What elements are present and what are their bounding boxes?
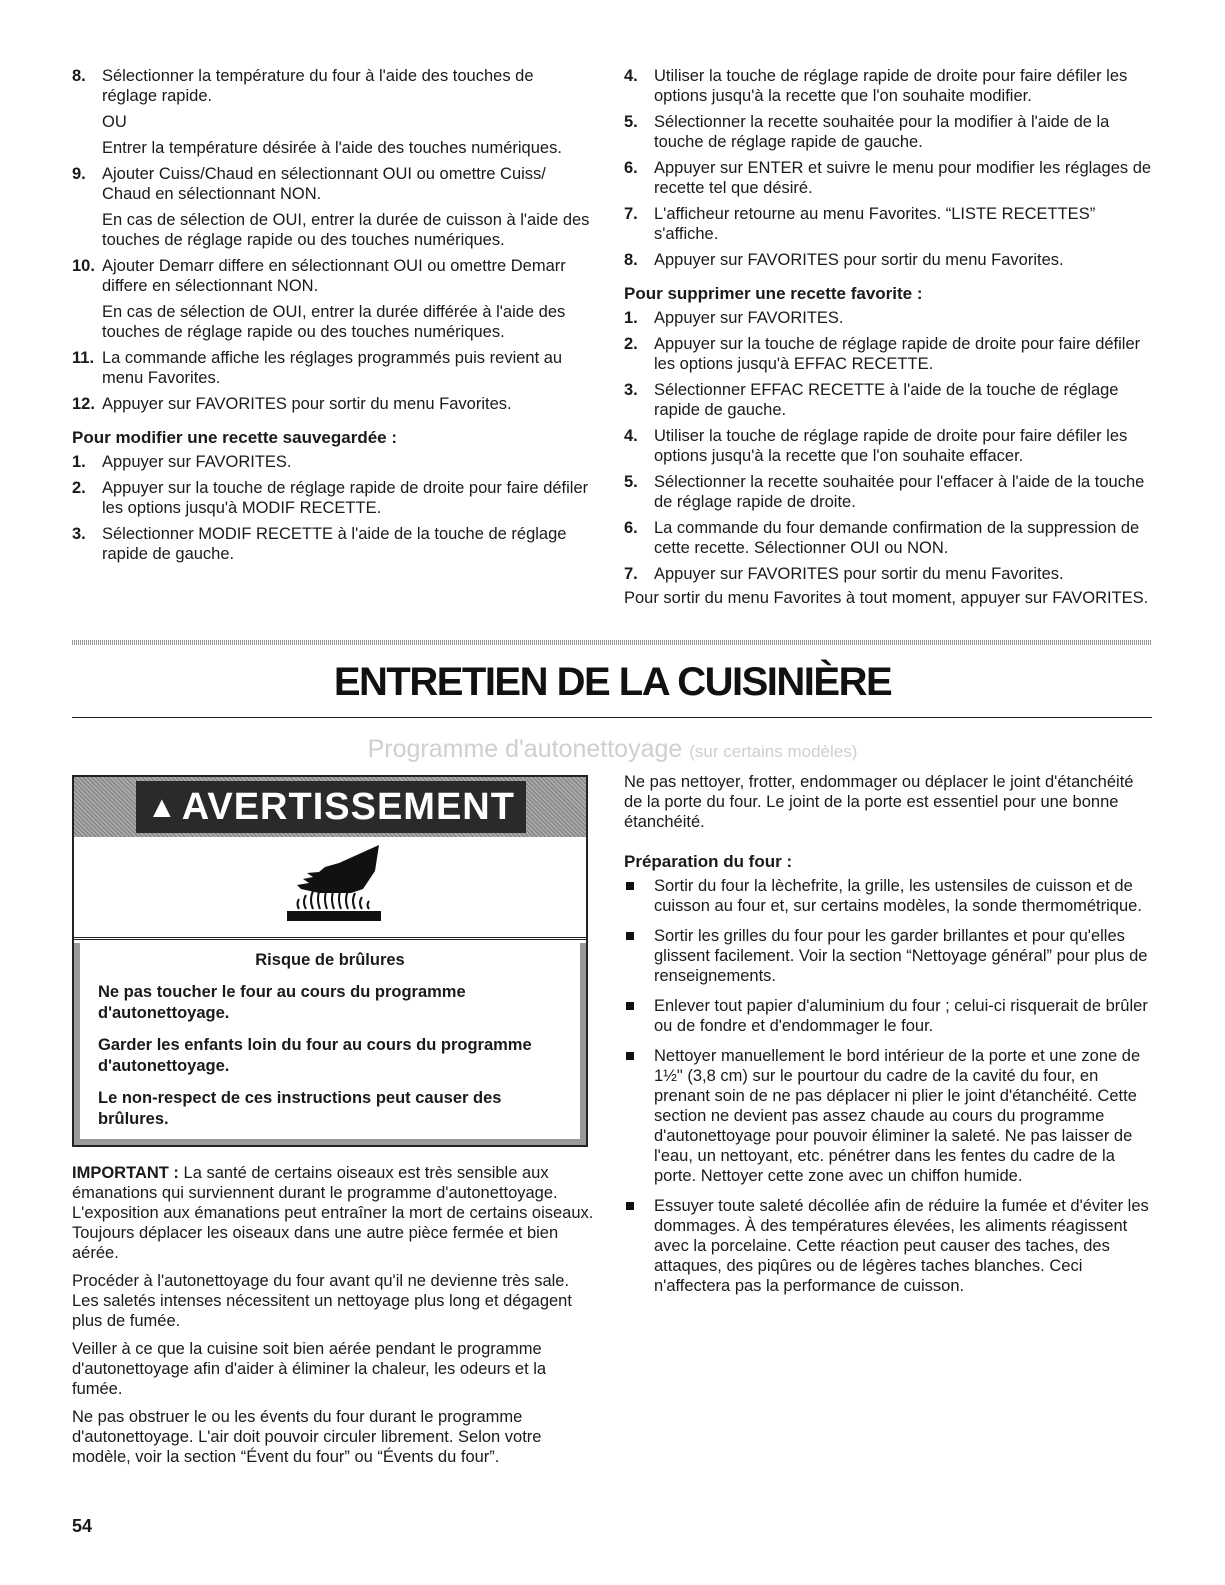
list-item — [624, 1196, 1152, 1296]
bullet-square-icon — [626, 1202, 634, 1210]
step-number: 4. — [624, 427, 638, 445]
step-text: Sélectionner la recette souhaitée pour la modifier à l'aide de la touche de réglage rapide de gauche. — [654, 113, 1110, 151]
list-item — [624, 380, 1152, 420]
step-number: 6. — [624, 159, 638, 177]
step-text: Appuyer sur FAVORITES pour sortir du menu Favorites. — [654, 251, 1064, 269]
paragraph: Ne pas obstruer le ou les évents du four durant le programme d'autonettoyage. L'air doit pouvoir circuler librement. Selon votre modèle, voir la section “Évent du four” ou “Évents du four”. — [72, 1408, 542, 1466]
list-item — [624, 1046, 1152, 1186]
modify-steps-continued-list — [624, 66, 1152, 270]
step-text: Sélectionner la recette souhaitée pour l'effacer à l'aide de la touche de réglage rapide de droite. — [654, 473, 1145, 511]
step-text: Utiliser la touche de réglage rapide de droite pour faire défiler les options jusqu'à la recette que l'on souhaite effacer. — [654, 427, 1128, 465]
bullet-square-icon — [626, 932, 634, 940]
section-subtitle — [0, 734, 1225, 767]
right-bottom-column — [624, 772, 1152, 1306]
title-rule — [72, 717, 1152, 718]
step-number: 2. — [72, 479, 86, 497]
important-label: IMPORTANT : — [72, 1164, 179, 1182]
list-item — [624, 250, 1152, 270]
modify-recipe-heading: Pour modifier une recette sauvegardée : — [72, 428, 397, 447]
warning-title: AVERTISSEMENT — [181, 786, 515, 828]
list-item — [72, 478, 592, 518]
step-text: Utiliser la touche de réglage rapide de droite pour faire défiler les options jusqu'à la recette que l'on souhaite modifier. — [654, 67, 1128, 105]
bullet-text: Sortir du four la lèchefrite, la grille, les ustensiles de cuisson et de cuisson au four et, sur certains modèles, la sonde thermométrique. — [654, 877, 1142, 915]
warning-header-label — [136, 781, 526, 833]
subtitle-main: Programme d'autonettoyage — [367, 735, 683, 763]
warning-line: Le non-respect de ces instructions peut causer des brûlures. — [98, 1089, 502, 1128]
step-text: La commande affiche les réglages programmés puis revient au menu Favorites. — [102, 349, 563, 387]
step-number: 1. — [72, 453, 86, 471]
warning-risk: Risque de brûlures — [255, 951, 405, 969]
list-item — [72, 452, 592, 472]
warning-line: Garder les enfants loin du four au cours du programme d'autonettoyage. — [98, 1036, 532, 1075]
list-item — [624, 204, 1152, 244]
step-number: 9. — [72, 165, 86, 183]
important-text: La santé de certains oiseaux est très sensible aux émanations qui surviennent durant le programme d'autonettoyage. L'exposition aux émanations peut entraîner la mort de certains oiseaux. Toujours déplacer les oiseaux dans une autre pièce fermée et bien aérée. — [72, 1164, 594, 1262]
step-number: 10. — [72, 257, 95, 275]
warning-body — [74, 943, 586, 1145]
step-text: Appuyer sur la touche de réglage rapide de droite pour faire défiler les options jusqu'à EFFAC RECETTE. — [654, 335, 1141, 373]
program-steps-list — [72, 66, 592, 414]
list-item — [72, 348, 592, 388]
step-text: Sélectionner MODIF RECETTE à l'aide de la touche de réglage rapide de gauche. — [102, 525, 567, 563]
step-text: La commande du four demande confirmation de la suppression de cette recette. Sélectionner OUI ou NON. — [654, 519, 1140, 557]
list-item — [72, 164, 592, 250]
list-item — [624, 876, 1152, 916]
step-number: 3. — [624, 381, 638, 399]
hatched-divider — [72, 640, 1152, 645]
bullet-text: Essuyer toute saleté décollée afin de réduire la fumée et d'éviter les dommages. À des températures élevées, les aliments réagissent avec la porcelaine. Cette réaction peut causer des taches, des attaques, des piqûres ou de légères taches blanches. Ceci n'affectera pas la performance de cuisson. — [654, 1197, 1149, 1295]
step-text: Appuyer sur FAVORITES. — [102, 453, 292, 471]
page-title: ENTRETIEN DE LA CUISINIÈRE — [333, 660, 892, 704]
preparation-heading: Préparation du four : — [624, 852, 793, 871]
warning-box — [72, 775, 588, 1147]
list-item — [624, 334, 1152, 374]
list-item — [624, 926, 1152, 986]
step-number: 5. — [624, 473, 638, 491]
step-text: Appuyer sur ENTER et suivre le menu pour modifier les réglages de recette tel que désiré. — [654, 159, 1152, 197]
step-number: 3. — [72, 525, 86, 543]
step-number: 5. — [624, 113, 638, 131]
bullet-square-icon — [626, 882, 634, 890]
subtitle-note: (sur certains modèles) — [689, 742, 858, 761]
list-item — [624, 996, 1152, 1036]
step-subtext: En cas de sélection de OUI, entrer la durée différée à l'aide des touches de réglage rapide ou des touches numériques. — [102, 303, 566, 341]
step-number: 12. — [72, 395, 95, 413]
modify-steps-list — [72, 452, 592, 564]
step-text: Appuyer sur la touche de réglage rapide de droite pour faire défiler les options jusqu'à MODIF RECETTE. — [102, 479, 589, 517]
list-item — [624, 308, 1152, 328]
bullet-text: Sortir les grilles du four pour les garder brillantes et pour qu'elles glissent facilement. Voir la section “Nettoyage général” pour plus de renseignements. — [654, 927, 1148, 985]
warning-header — [74, 777, 586, 837]
page-number: 54 — [72, 1516, 93, 1536]
step-number: 8. — [624, 251, 638, 269]
step-text: Appuyer sur FAVORITES. — [654, 309, 844, 327]
delete-steps-list — [624, 308, 1152, 584]
step-text: Sélectionner EFFAC RECETTE à l'aide de la touche de réglage rapide de gauche. — [654, 381, 1119, 419]
bullet-text: Enlever tout papier d'aluminium du four ; celui-ci risquerait de brûler ou de fondre et d'endommager le four. — [654, 997, 1148, 1035]
step-text: L'afficheur retourne au menu Favorites. “LISTE RECETTES” s'affiche. — [654, 205, 1096, 243]
step-text: Appuyer sur FAVORITES pour sortir du menu Favorites. — [654, 565, 1064, 583]
bullet-square-icon — [626, 1002, 634, 1010]
right-top-column — [624, 66, 1152, 616]
step-subtext: Entrer la température désirée à l'aide des touches numériques. — [102, 139, 562, 157]
list-item — [72, 66, 592, 158]
step-number: 8. — [72, 67, 86, 85]
paragraph: Procéder à l'autonettoyage du four avant qu'il ne devienne très sale. Les saletés intenses nécessitent un nettoyage plus long et dégagent plus de fumée. — [72, 1272, 572, 1330]
step-number: 11. — [72, 349, 95, 367]
left-top-column — [72, 66, 592, 570]
delete-recipe-heading: Pour supprimer une recette favorite : — [624, 284, 923, 303]
list-item — [624, 426, 1152, 466]
step-number: 7. — [624, 565, 638, 583]
paragraph: Veiller à ce que la cuisine soit bien aérée pendant le programme d'autonettoyage afin d'aider à éliminer la chaleur, les odeurs et la fumée. — [72, 1340, 547, 1398]
step-number: 1. — [624, 309, 638, 327]
step-number: 6. — [624, 519, 638, 537]
step-subtext: En cas de sélection de OUI, entrer la durée de cuisson à l'aide des touches de réglage rapide ou des touches numériques. — [102, 211, 590, 249]
exit-note: Pour sortir du menu Favorites à tout moment, appuyer sur FAVORITES. — [624, 589, 1149, 607]
important-note — [72, 1163, 596, 1263]
step-number: 7. — [624, 205, 638, 223]
list-item — [72, 524, 592, 564]
list-item — [72, 394, 592, 414]
list-item — [72, 256, 592, 342]
left-bottom-column — [72, 1163, 596, 1475]
list-item — [624, 158, 1152, 198]
step-text: Appuyer sur FAVORITES pour sortir du menu Favorites. — [102, 395, 512, 413]
list-item — [624, 564, 1152, 584]
step-text: Ajouter Cuiss/Chaud en sélectionnant OUI ou omettre Cuiss/ Chaud en sélectionnant NON. — [102, 165, 546, 203]
step-subtext: OU — [102, 113, 127, 131]
hot-surface-illustration — [74, 837, 586, 940]
hot-surface-hand-icon — [279, 841, 389, 933]
list-item — [624, 472, 1152, 512]
step-text: Sélectionner la température du four à l'aide des touches de réglage rapide. — [102, 67, 534, 105]
list-item — [624, 518, 1152, 558]
door-seal-note: Ne pas nettoyer, frotter, endommager ou déplacer le joint d'étanchéité de la porte du four. Le joint de la porte est essentiel pour une bonne étanchéité. — [624, 773, 1134, 831]
preparation-list — [624, 876, 1152, 1296]
list-item — [624, 66, 1152, 106]
step-number: 2. — [624, 335, 638, 353]
bullet-text: Nettoyer manuellement le bord intérieur de la porte et une zone de 1½" (3,8 cm) sur le pourtour du cadre de la cavité du four, en prenant soin de ne pas déplacer ni plier le joint d'étanchéité. Cette section ne devient pas assez chaude au cours du programme d'autonettoyage pour pouvoir éliminer la saleté. Ne pas laisser de l'eau, un nettoyant, etc. pénétrer dans les fentes du cadre de la porte. Nettoyer cette zone avec un chiffon humide. — [654, 1047, 1141, 1185]
bullet-square-icon — [626, 1052, 634, 1060]
list-item — [624, 112, 1152, 152]
warning-line: Ne pas toucher le four au cours du programme d'autonettoyage. — [98, 983, 466, 1022]
warning-triangle-icon: ▲ — [147, 791, 178, 824]
step-number: 4. — [624, 67, 638, 85]
step-text: Ajouter Demarr differe en sélectionnant OUI ou omettre Demarr differe en sélectionnant NON. — [102, 257, 566, 295]
